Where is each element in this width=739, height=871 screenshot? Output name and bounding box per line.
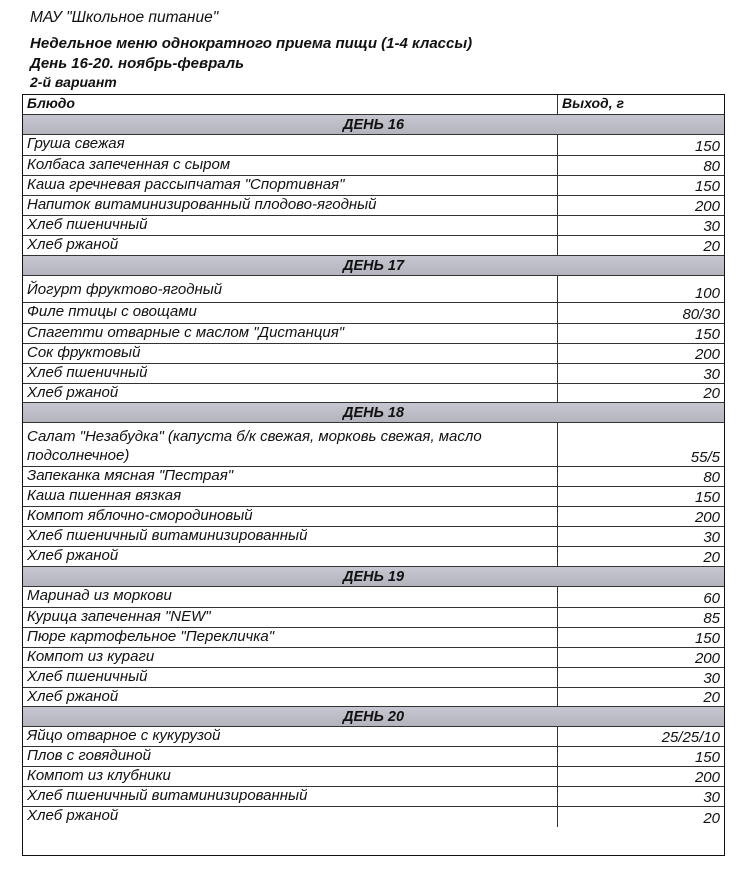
dish-name: Курица запеченная "NEW" — [23, 608, 558, 627]
dish-yield: 200 — [694, 509, 720, 526]
dish-yield: 150 — [694, 630, 720, 647]
dish-yield: 25/25/10 — [661, 729, 720, 746]
dish-yield: 200 — [694, 769, 720, 786]
dish-yield: 200 — [694, 346, 720, 363]
table-row — [23, 668, 724, 688]
table-row — [23, 196, 724, 216]
dish-name: Хлеб ржаной — [23, 688, 558, 706]
dish-name: Пюре картофельное "Перекличка" — [23, 628, 558, 647]
org-name: МАУ "Школьное питание" — [30, 9, 219, 26]
col-header-dish: Блюдо — [23, 95, 558, 114]
dish-name: Плов с говядиной — [23, 747, 558, 766]
dish-name: Компот из клубники — [23, 767, 558, 786]
dish-yield: 80/30 — [682, 306, 720, 323]
table-row — [23, 303, 724, 324]
dish-name: Сок фруктовый — [23, 344, 558, 363]
table-row — [23, 547, 724, 567]
table-row — [23, 807, 724, 827]
dish-name: Компот из кураги — [23, 648, 558, 667]
table-row — [23, 608, 724, 628]
table-row — [23, 628, 724, 648]
dish-yield: 100 — [694, 285, 720, 302]
dish-yield: 150 — [694, 749, 720, 766]
dish-name: Хлеб пшеничный — [23, 668, 558, 687]
dish-name: Каша пшенная вязкая — [23, 487, 558, 506]
dish-yield: 20 — [703, 689, 720, 706]
table-row — [23, 176, 724, 196]
dish-name: Хлеб пшеничный — [23, 364, 558, 383]
dish-yield: 30 — [703, 789, 720, 806]
table-row — [23, 487, 724, 507]
dish-name: Хлеб ржаной — [23, 236, 558, 255]
table-row — [23, 324, 724, 344]
dish-name: Хлеб пшеничный витаминизированный — [23, 787, 558, 806]
dish-yield: 150 — [694, 326, 720, 343]
table-row — [23, 767, 724, 787]
dish-yield: 150 — [694, 489, 720, 506]
table-row — [23, 135, 724, 156]
table-row — [23, 527, 724, 547]
dish-name: Запеканка мясная "Пестрая" — [23, 467, 558, 486]
dish-yield: 200 — [694, 198, 720, 215]
table-row — [23, 467, 724, 487]
dish-name: Маринад из моркови — [23, 587, 558, 607]
table-row — [23, 688, 724, 707]
table-row — [23, 648, 724, 668]
dish-name: Груша свежая — [23, 135, 558, 155]
dish-name: Яйцо отварное с кукурузой — [23, 727, 558, 746]
dish-yield: 85 — [703, 610, 720, 627]
dish-yield: 150 — [694, 138, 720, 155]
table-header-row — [23, 95, 724, 115]
dish-yield: 80 — [703, 158, 720, 175]
dish-name: Йогурт фруктово-ягодный — [23, 276, 558, 302]
table-row — [23, 507, 724, 527]
dish-name: Хлеб пшеничный витаминизированный — [23, 527, 558, 546]
table-row — [23, 587, 724, 608]
dish-name: Салат "Незабудка" (капуста б/к свежая, морковь свежая, масло подсолнечное) — [23, 423, 558, 466]
dish-yield: 30 — [703, 670, 720, 687]
table-row — [23, 727, 724, 747]
dish-name: Хлеб пшеничный — [23, 216, 558, 235]
menu-title: Недельное меню однократного приема пищи (1-4 классы) — [30, 35, 473, 52]
dish-name: Хлеб ржаной — [23, 384, 558, 402]
dish-name: Хлеб ржаной — [23, 547, 558, 566]
table-row — [23, 344, 724, 364]
dish-name: Хлеб ржаной — [23, 807, 558, 827]
table-row — [23, 216, 724, 236]
dish-yield: 150 — [694, 178, 720, 195]
dish-name: Напиток витаминизированный плодово-ягодный — [23, 196, 558, 215]
dish-yield: 30 — [703, 529, 720, 546]
day-header-row: ДЕНЬ 17 — [23, 256, 724, 276]
table-row — [23, 156, 724, 176]
dish-name: Колбаса запеченная с сыром — [23, 156, 558, 175]
dish-yield: 30 — [703, 366, 720, 383]
dish-yield: 20 — [703, 549, 720, 566]
dish-yield: 30 — [703, 218, 720, 235]
table-row — [23, 364, 724, 384]
dish-yield: 80 — [703, 469, 720, 486]
day-header-row: ДЕНЬ 20 — [23, 707, 724, 727]
table-row — [23, 236, 724, 256]
dish-yield: 55/5 — [690, 449, 720, 466]
dish-name: Компот яблочно-смородиновый — [23, 507, 558, 526]
table-row — [23, 276, 724, 303]
table-row — [23, 747, 724, 767]
dish-yield: 20 — [703, 385, 720, 402]
dish-name: Каша гречневая рассыпчатая "Спортивная" — [23, 176, 558, 195]
col-header-yield: Выход, г — [562, 95, 624, 111]
dish-yield: 20 — [703, 810, 720, 827]
day-header-row: ДЕНЬ 16 — [23, 115, 724, 135]
menu-days: День 16-20. ноябрь-февраль — [30, 55, 245, 72]
dish-yield: 200 — [694, 650, 720, 667]
table-row — [23, 787, 724, 807]
menu-variant: 2-й вариант — [30, 74, 117, 90]
dish-name: Спагетти отварные с маслом "Дистанция" — [23, 324, 558, 343]
dish-yield: 20 — [703, 238, 720, 255]
table-row — [23, 423, 724, 467]
table-row — [23, 384, 724, 403]
dish-name: Филе птицы с овощами — [23, 303, 558, 323]
dish-yield: 60 — [703, 590, 720, 607]
day-header-row: ДЕНЬ 18 — [23, 403, 724, 423]
day-header-row: ДЕНЬ 19 — [23, 567, 724, 587]
menu-table — [22, 94, 725, 856]
